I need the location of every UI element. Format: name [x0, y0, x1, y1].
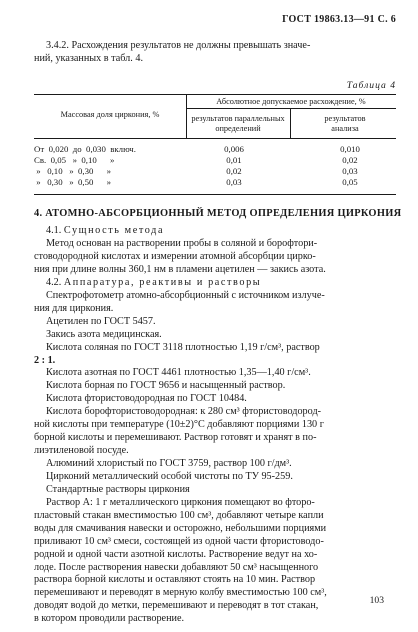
text-line: Закись азота медицинская. — [46, 328, 162, 340]
paragraph-4-1 — [34, 238, 396, 277]
text-line: Кислота азотная по ГОСТ 4461 плотностью 1,35—1,40 г/см³. — [46, 367, 311, 379]
page-number: 103 — [369, 595, 384, 606]
table-cell-range: От 0,020 до 0,030 включ. — [34, 144, 136, 154]
text-line: Кислота борная по ГОСТ 9656 и насыщенный раствор. — [46, 380, 286, 392]
table-cell-parallel: 0,02 — [226, 166, 242, 176]
text-line: приливают 10 см³ смеси, состоящей из одной части фтористоводо- — [34, 535, 324, 547]
text-line: родной и одной части азотной кислоты. Растворение ведут на хо- — [34, 548, 318, 560]
text-line: Кислота борофтористоводородная: к 280 см³ фтористоводород- — [46, 406, 322, 418]
table-cell-analysis: 0,010 — [340, 144, 360, 154]
text-line: доводят водой до метки, перемешивают и переводят в тот стакан, — [34, 600, 319, 612]
text-line: Алюминий хлористый по ГОСТ 3759, раствор 100 г/дм³. — [46, 457, 292, 469]
text-line: воды для смачивания навески и осторожно, небольшими порциями — [34, 522, 327, 534]
table-cell-parallel: 0,01 — [226, 155, 242, 165]
subsection-4-2 — [46, 277, 261, 290]
table-header-parallel: результатов параллельных определений — [191, 114, 285, 133]
text-line: перемешивают и переводят в мерную колбу вместимостью 100 см³, — [34, 587, 327, 599]
table-cell-range: » 0,10 » 0,30 » — [34, 166, 111, 176]
reagents-list — [34, 290, 396, 497]
text-line: ния при длине волны 360,1 нм в пламени ацетилен — закись азота. — [34, 263, 326, 275]
text-line: Кислота фтористоводородная по ГОСТ 10484. — [46, 393, 247, 405]
subsection-number: 4.2. — [46, 277, 62, 288]
table-header-tolerance: Абсолютное допускаемое расхождение, % — [216, 97, 366, 106]
page-header: ГОСТ 19863.13—91 С. 6 — [282, 14, 396, 25]
table-header-mass-fraction: Массовая доля циркония, % — [60, 110, 160, 119]
table-cell-parallel: 0,006 — [224, 144, 244, 154]
text-line: 2 : 1. — [34, 354, 56, 366]
text-line: Спектрофотометр атомно-абсорбционный с источником излуче- — [46, 290, 325, 301]
text-line: ния для циркония. — [34, 302, 114, 314]
subsection-title: Сущность метода — [63, 225, 165, 236]
text-line: лиэтиленовой посуде. — [34, 444, 129, 456]
text-line: пластовый стакан вместимостью 100 см³, добавляют четыре капли — [34, 509, 324, 521]
table-cell-analysis: 0,03 — [342, 166, 358, 176]
table-cell-analysis: 0,02 — [342, 155, 358, 165]
text-line: Раствор А: 1 г металлического циркония помещают во фторо- — [46, 497, 315, 508]
text-line: раствора борной кислоты и оставляют стоять на 10 мин. Раствор — [34, 574, 316, 586]
text-line: 3.4.2. Расхождения результатов не должны превышать значе- — [46, 40, 311, 51]
text-line: ной кислоты при температуре (10±2)°С добавляют порциями 130 г — [34, 419, 324, 431]
text-line: стоводородной кислотах и измерении атомной абсорбции цирко- — [34, 250, 316, 262]
paragraph-3-4-2 — [34, 40, 396, 66]
text-line: ний, указанных в табл. 4. — [34, 52, 143, 64]
text-line: лоде. После растворения навески добавляют 50 см³ насыщенного — [34, 561, 319, 573]
subsection-4-1 — [46, 225, 164, 238]
table-cell-parallel: 0,03 — [226, 177, 242, 187]
subsection-number: 4.1. — [46, 225, 62, 236]
table-caption: Таблица 4 — [346, 80, 396, 91]
text-line: борной кислоты и перемешивают. Раствор готовят и хранят в по- — [34, 431, 317, 443]
table-header-analysis: результатов анализа — [324, 114, 366, 133]
table-cell-range: Св. 0,05 » 0,10 » — [34, 155, 115, 165]
subsection-title: Аппаратура, реактивы и растворы — [63, 277, 262, 288]
text-line: Кислота соляная по ГОСТ 3118 плотностью 1,19 г/см³, раствор — [46, 341, 320, 353]
text-line: Метод основан на растворении пробы в соляной и борофтори- — [46, 238, 318, 249]
text-line: Ацетилен по ГОСТ 5457. — [46, 315, 156, 327]
paragraph-solution-a — [34, 497, 396, 626]
table-cell-analysis: 0,05 — [342, 177, 358, 187]
text-line: в котором проводили растворение. — [34, 613, 185, 625]
table-cell-range: » 0,30 » 0,50 » — [34, 177, 111, 187]
text-line: Цирконий металлический особой чистоты по ТУ 95-259. — [46, 470, 293, 482]
section-title: 4. АТОМНО-АБСОРБЦИОННЫЙ МЕТОД ОПРЕДЕЛЕНИЯ ЦИРКОНИЯ — [34, 208, 402, 219]
data-table — [34, 94, 396, 195]
text-line: Стандартные растворы циркония — [46, 483, 190, 495]
